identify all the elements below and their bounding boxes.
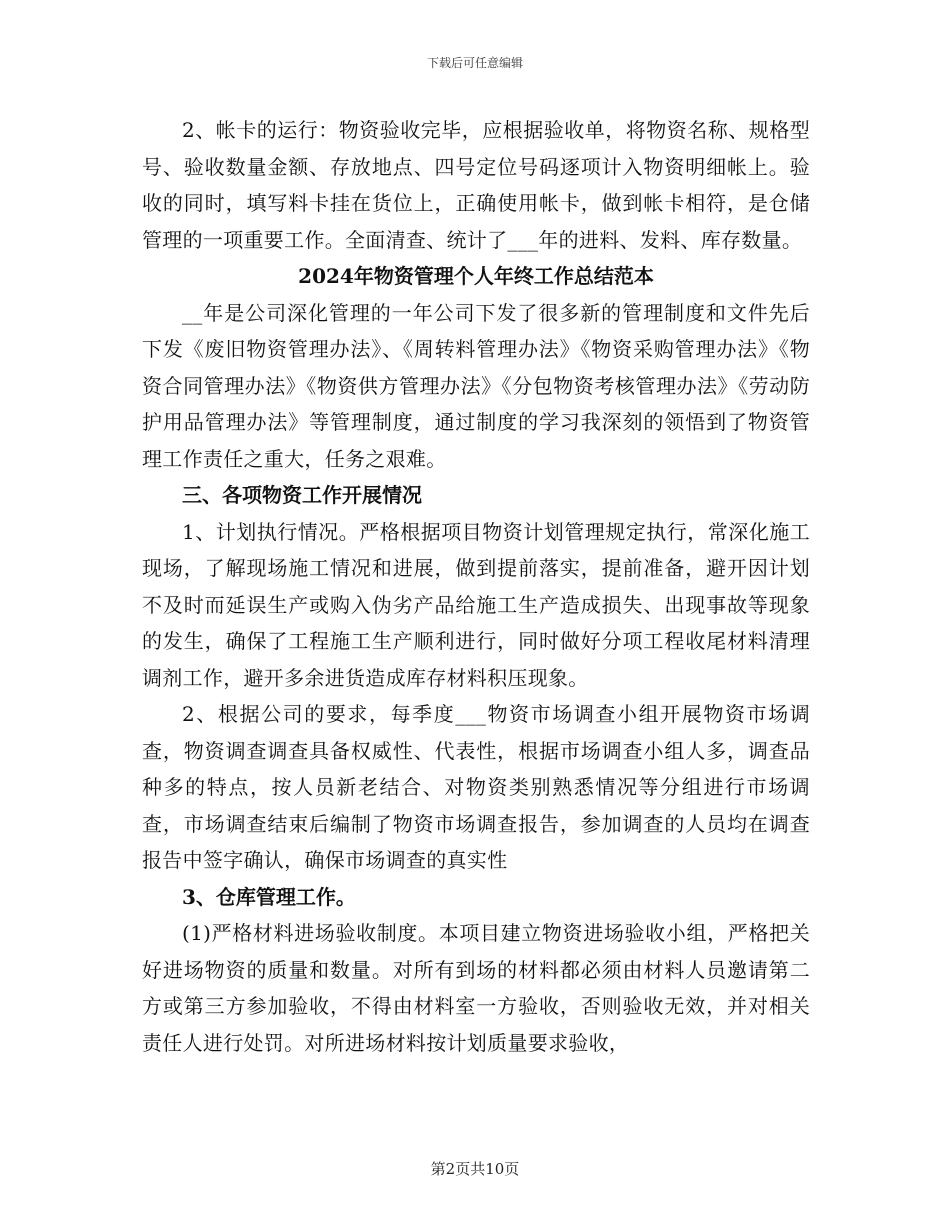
page-number: 第2页共10页 xyxy=(430,1160,520,1178)
document-body xyxy=(142,112,810,1061)
document-title: 2024年物资管理个人年终工作总结范本 xyxy=(298,264,654,288)
paragraph-acceptance: (1)严格材料进场验收制度。本项目建立物资进场验收小组，严格把关好进场物资的质量和数量。对所有到场的材料都必须由材料人员邀请第二方或第三方参加验收，不得由材料室一方验收，否则验收无效，并对相关责任人进行处罚。对所进场材料按计划质量要求验收， xyxy=(142,921,810,1055)
section-heading-work-status: 三、各项物资工作开展情况 xyxy=(182,483,422,507)
paragraph-market-survey: 2、根据公司的要求，每季度___物资市场调查小组开展物资市场调查，物资调查调查具备权威性、代表性，根据市场调查小组人多，调查品种多的特点，按人员新老结合、对物资类别熟悉情况等分组进行市场调查，市场调查结束后编制了物资市场调查报告，参加调查的人员均在调查报告中签字确认，确保市场调查的真实性 xyxy=(142,702,810,872)
paragraph-intro: __年是公司深化管理的一年公司下发了很多新的管理制度和文件先后下发《废旧物资管理办法》、《周转料管理办法》《物资采购管理办法》《物资合同管理办法》《物资供方管理办法》《分包物资考核管理办法》《劳动防护用品管理办法》等管理制度，通过制度的学习我深刻的领悟到了物资管理工作责任之重大，任务之艰难。 xyxy=(142,300,810,471)
paragraph-ledger-operation: 2、帐卡的运行：物资验收完毕，应根据验收单，将物资名称、规格型号、验收数量金额、存放地点、四号定位号码逐项计入物资明细帐上。验收的同时，填写料卡挂在货位上，正确使用帐卡，做到帐卡相符，是仓储管理的一项重要工作。全面清查、统计了___年的进料、发料、库存数量。 xyxy=(142,118,810,252)
section-heading-warehouse: 3、仓库管理工作。 xyxy=(182,884,356,909)
paragraph-plan-execution: 1、计划执行情况。严格根据项目物资计划管理规定执行，常深化施工现场，了解现场施工情况和进展，做到提前落实，提前准备，避开因计划不及时而延误生产或购入伪劣产品给施工生产造成损失、出现事故等现象的发生，确保了工程施工生产顺利进行，同时做好分项工程收尾材料清理调剂工作，避开多余进货造成库存材料积压现象。 xyxy=(142,519,810,690)
header-note: 下载后可任意编辑 xyxy=(426,56,523,70)
